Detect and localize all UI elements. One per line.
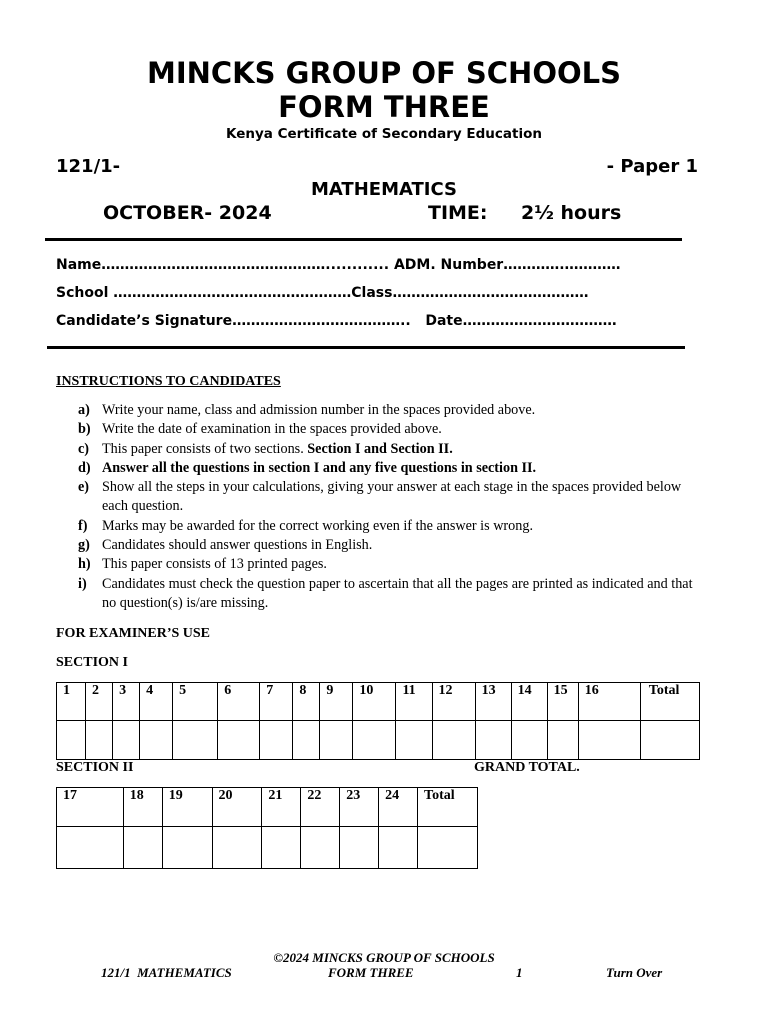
score-cell[interactable] xyxy=(511,721,547,760)
subject-title: MATHEMATICS xyxy=(310,179,457,200)
score-cell[interactable] xyxy=(578,721,640,760)
instruction-text: Candidates should answer questions in English. xyxy=(102,537,373,554)
section-one-score-row xyxy=(57,721,700,760)
footer-turn-over: Turn Over xyxy=(606,965,663,980)
score-cell[interactable] xyxy=(260,721,293,760)
instruction-text: Write the date of examination in the spaces provided above. xyxy=(102,421,442,438)
score-header: 22 xyxy=(301,788,340,827)
score-cell[interactable] xyxy=(320,721,353,760)
section-one-table xyxy=(56,682,700,760)
instruction-item xyxy=(78,459,708,478)
instruction-item xyxy=(78,575,708,614)
instruction-label: h) xyxy=(78,556,91,573)
section-two-table xyxy=(56,787,478,869)
score-cell[interactable] xyxy=(340,827,379,869)
instruction-text: Marks may be awarded for the correct working even if the answer is wrong. xyxy=(102,517,533,534)
instruction-label: a) xyxy=(78,402,90,418)
section-two-score-row xyxy=(57,827,478,869)
score-cell[interactable] xyxy=(218,721,260,760)
exam-date: OCTOBER- 2024 xyxy=(103,202,272,224)
score-header: 5 xyxy=(173,683,218,721)
instruction-label: i) xyxy=(78,575,87,592)
instruction-text: This paper consists of two sections. xyxy=(102,440,308,457)
score-cell[interactable] xyxy=(173,721,218,760)
top-divider xyxy=(45,238,682,241)
score-cell[interactable] xyxy=(140,721,173,760)
instruction-item xyxy=(78,555,708,574)
instruction-label: c) xyxy=(78,440,90,457)
section-one-header-row xyxy=(57,683,700,721)
score-cell[interactable] xyxy=(57,827,124,869)
score-header: 8 xyxy=(293,683,320,721)
score-header: 12 xyxy=(432,683,475,721)
score-header: 9 xyxy=(320,683,353,721)
instruction-text: This paper consists of 13 printed pages. xyxy=(102,556,327,573)
school-class-field: School ……………………………………………Class…………………………………… xyxy=(56,285,589,301)
score-header: 17 xyxy=(57,788,124,827)
score-cell[interactable] xyxy=(123,827,162,869)
instruction-label: b) xyxy=(78,421,91,438)
footer-paper-code: 121/1 MATHEMATICS xyxy=(101,965,232,980)
score-header: 6 xyxy=(218,683,260,721)
score-cell[interactable] xyxy=(432,721,475,760)
score-header: 2 xyxy=(86,683,113,721)
score-cell[interactable] xyxy=(418,827,478,869)
score-cell[interactable] xyxy=(86,721,113,760)
score-cell[interactable] xyxy=(162,827,212,869)
section-one-label: SECTION I xyxy=(56,655,128,670)
instruction-text: Write your name, class and admission number in the spaces provided above. xyxy=(102,402,536,418)
instruction-label: e) xyxy=(78,479,90,496)
score-header: 18 xyxy=(123,788,162,827)
footer-copyright: ©2024 MINCKS GROUP OF SCHOOLS xyxy=(273,950,495,965)
score-cell[interactable] xyxy=(212,827,262,869)
instruction-label: f) xyxy=(78,517,88,534)
time-value: 2½ hours xyxy=(521,202,622,224)
score-header: Total xyxy=(640,683,699,721)
score-header: 7 xyxy=(260,683,293,721)
instruction-item xyxy=(78,478,708,517)
score-header: 20 xyxy=(212,788,262,827)
score-header: 4 xyxy=(140,683,173,721)
score-header: 21 xyxy=(262,788,301,827)
score-cell[interactable] xyxy=(547,721,578,760)
score-cell[interactable] xyxy=(301,827,340,869)
instruction-item xyxy=(78,440,708,459)
exam-title: Kenya Certificate of Secondary Education xyxy=(226,126,542,142)
score-cell[interactable] xyxy=(293,721,320,760)
paper-code: 121/1- xyxy=(56,156,121,177)
score-header: 24 xyxy=(379,788,418,827)
instruction-item xyxy=(78,420,708,439)
score-cell[interactable] xyxy=(475,721,511,760)
score-cell[interactable] xyxy=(396,721,432,760)
score-cell[interactable] xyxy=(353,721,396,760)
instruction-text: Show all the steps in your calculations, giving your answer at each stage in the spaces provided below each question. xyxy=(102,479,682,515)
bottom-divider xyxy=(47,346,685,349)
form-title: FORM THREE xyxy=(278,90,490,124)
footer-form: FORM THREE xyxy=(328,965,414,980)
score-cell[interactable] xyxy=(379,827,418,869)
instructions-title: INSTRUCTIONS TO CANDIDATES xyxy=(56,374,281,389)
instruction-text: Candidates must check the question paper to ascertain that all the pages are printed as indicated and that no question(s) is/are missing. xyxy=(102,575,693,611)
instruction-bold-text: Answer all the questions in section I and any five questions in section II. xyxy=(102,459,537,476)
section-two-header-row xyxy=(57,788,478,827)
name-field: Name…………………………………………............ ADM. Number………….………… xyxy=(56,257,621,273)
score-header: 15 xyxy=(547,683,578,721)
score-header: Total xyxy=(418,788,478,827)
score-header: 11 xyxy=(396,683,432,721)
score-header: 14 xyxy=(511,683,547,721)
instruction-item xyxy=(78,517,708,536)
signature-date-field: Candidate’s Signature……………………………….. Date…………………………… xyxy=(56,313,617,329)
examiner-use-title: FOR EXAMINER’S USE xyxy=(56,626,211,641)
grand-total-label: GRAND TOTAL. xyxy=(474,760,580,775)
score-header: 13 xyxy=(475,683,511,721)
score-header: 19 xyxy=(162,788,212,827)
time-label: TIME: xyxy=(428,202,488,224)
instruction-item xyxy=(78,536,708,555)
instruction-item xyxy=(78,401,708,420)
score-cell[interactable] xyxy=(262,827,301,869)
score-cell[interactable] xyxy=(640,721,699,760)
instruction-label: d) xyxy=(78,459,91,476)
score-header: 10 xyxy=(353,683,396,721)
score-header: 16 xyxy=(578,683,640,721)
score-cell[interactable] xyxy=(113,721,140,760)
instructions-list xyxy=(78,401,708,613)
section-two-label: SECTION II xyxy=(56,760,134,775)
score-cell[interactable] xyxy=(57,721,86,760)
instruction-bold-text: Section I and Section II. xyxy=(307,440,453,457)
footer-page-number: 1 xyxy=(516,965,523,980)
score-header: 3 xyxy=(113,683,140,721)
school-name: MINCKS GROUP OF SCHOOLS xyxy=(146,56,621,90)
paper-number: - Paper 1 xyxy=(606,156,698,177)
instruction-label: g) xyxy=(78,537,90,554)
score-header: 1 xyxy=(57,683,86,721)
score-header: 23 xyxy=(340,788,379,827)
